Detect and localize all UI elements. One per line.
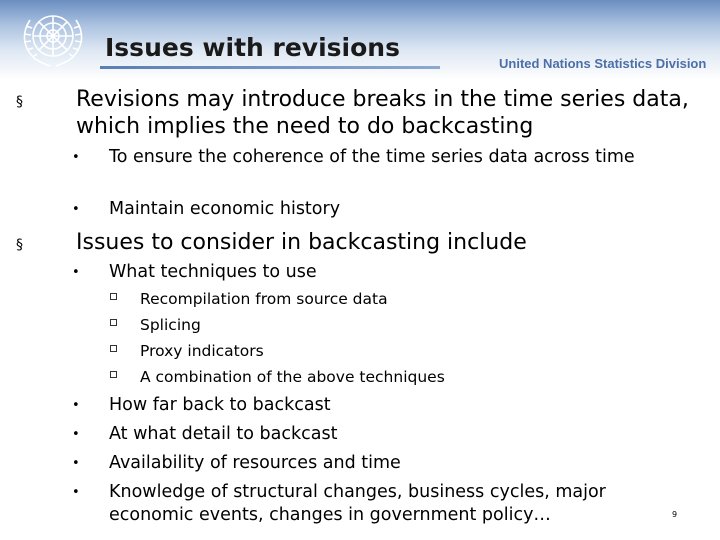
bullet-marker: • (72, 398, 80, 413)
organization-name: United Nations Statistics Division (499, 56, 707, 71)
page-title: Issues with revisions (105, 33, 400, 62)
sub-sub-bullet-text: A combination of the above techniques (140, 368, 445, 386)
square-bullet-marker (110, 345, 117, 352)
square-bullet-marker (110, 293, 117, 300)
section-marker: § (16, 237, 23, 253)
bullet-text: Issues to consider in backcasting include (76, 230, 527, 255)
sub-sub-bullet-text: Proxy indicators (140, 342, 264, 360)
bullet-marker: • (72, 202, 80, 217)
sub-bullet-text: Maintain economic history (109, 199, 341, 219)
bullet-marker: • (72, 265, 80, 280)
sub-bullet-text: What techniques to use (109, 262, 317, 282)
page-number: 9 (672, 510, 678, 519)
sub-sub-bullet-text: Splicing (140, 316, 201, 334)
slide-header (0, 0, 720, 80)
sub-bullet-text: Availability of resources and time (109, 453, 401, 473)
sub-bullet-text: At what detail to backcast (109, 424, 338, 444)
square-bullet-marker (110, 319, 117, 326)
bullet-marker: • (72, 427, 80, 442)
sub-bullet-text: Knowledge of structural changes, business cycles, major economic events, changes in government policy… (109, 482, 606, 525)
bullet-marker: • (72, 456, 80, 471)
sub-bullet-text: How far back to backcast (109, 395, 331, 415)
section-marker: § (16, 94, 23, 110)
square-bullet-marker (110, 371, 117, 378)
sub-bullet-text: To ensure the coherence of the time series data across time (109, 147, 635, 167)
bullet-marker: • (72, 485, 80, 500)
bullet-text: Revisions may introduce breaks in the time series data, which implies the need to do backcasting (76, 87, 689, 139)
sub-sub-bullet-text: Recompilation from source data (140, 290, 388, 308)
un-emblem-icon (14, 6, 92, 72)
title-underline (100, 66, 440, 69)
bullet-marker: • (72, 150, 80, 165)
